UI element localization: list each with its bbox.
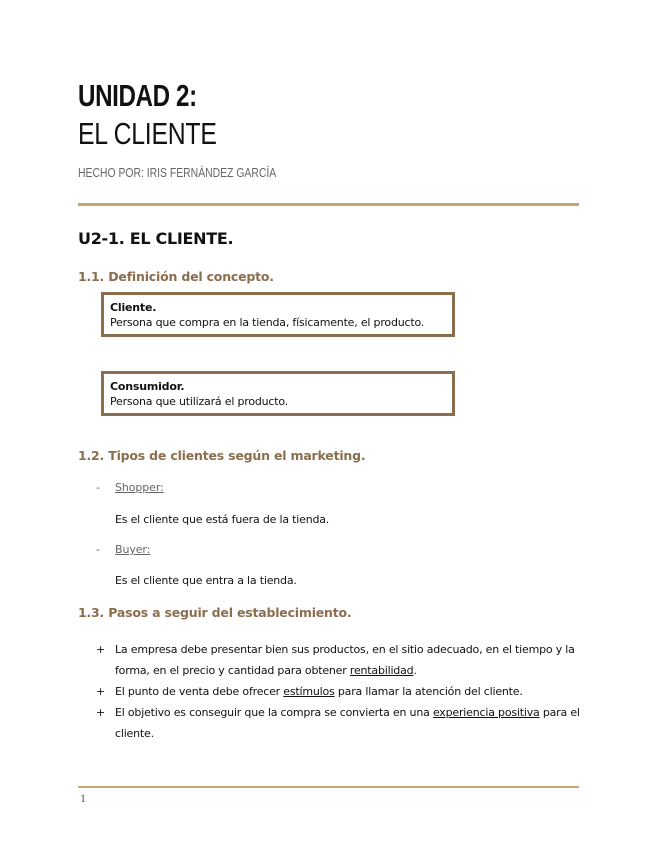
dash-bullet: - [96, 543, 100, 556]
document-title-unit: UNIDAD 2: [78, 78, 197, 113]
emphasis-text: estímulos [283, 685, 335, 698]
list-item [96, 639, 586, 681]
document-title-topic: EL CLIENTE [78, 116, 217, 151]
plus-bullet: + [96, 685, 106, 698]
list-item-text: El objetivo es conseguir que la compra se convierta en una [115, 706, 433, 719]
plus-bullet: + [96, 643, 106, 656]
definition-term: Consumidor. [110, 380, 185, 393]
page-number: 1 [80, 791, 86, 805]
emphasis-text: experiencia positiva [432, 706, 540, 719]
section-heading: U2-1. EL CLIENTE. [78, 229, 234, 248]
list-item-label: Buyer: [115, 543, 151, 556]
list-item-text: para llamar la atención del cliente. [334, 685, 523, 698]
author-line: HECHO POR: IRIS FERNÁNDEZ GARCÍA [78, 165, 277, 180]
definition-text: Persona que compra en la tienda, físicamente, el producto. [110, 316, 425, 329]
steps-list [96, 639, 586, 744]
emphasis-text: rentabilidad [349, 664, 414, 677]
definition-box-consumidor [101, 371, 455, 416]
dash-bullet: - [96, 481, 100, 494]
plus-bullet: + [96, 706, 106, 719]
list-item-description: Es el cliente que entra a la tienda. [115, 574, 297, 587]
list-item-text: para el cliente. [115, 706, 580, 740]
list-item [96, 702, 586, 744]
list-item-label: Shopper: [115, 481, 164, 494]
list-item-text: La empresa debe presentar bien sus productos, en el sitio adecuado, en el tiempo y la forma, en el precio y cantidad para obtener [115, 643, 575, 677]
subsection-heading-definition: 1.1. Definición del concepto. [78, 269, 274, 284]
list-item-text: . [413, 664, 417, 677]
subsection-heading-steps: 1.3. Pasos a seguir del establecimiento. [78, 605, 352, 620]
list-item-text: El punto de venta debe ofrecer [115, 685, 284, 698]
header-divider [78, 203, 579, 206]
footer-divider [78, 786, 579, 788]
list-item [96, 681, 586, 702]
definition-box-cliente [101, 292, 455, 337]
definition-text: Persona que utilizará el producto. [110, 395, 289, 408]
definition-term: Cliente. [110, 301, 157, 314]
list-item-description: Es el cliente que está fuera de la tienda. [115, 513, 330, 526]
subsection-heading-client-types: 1.2. Tipos de clientes según el marketing. [78, 448, 366, 463]
